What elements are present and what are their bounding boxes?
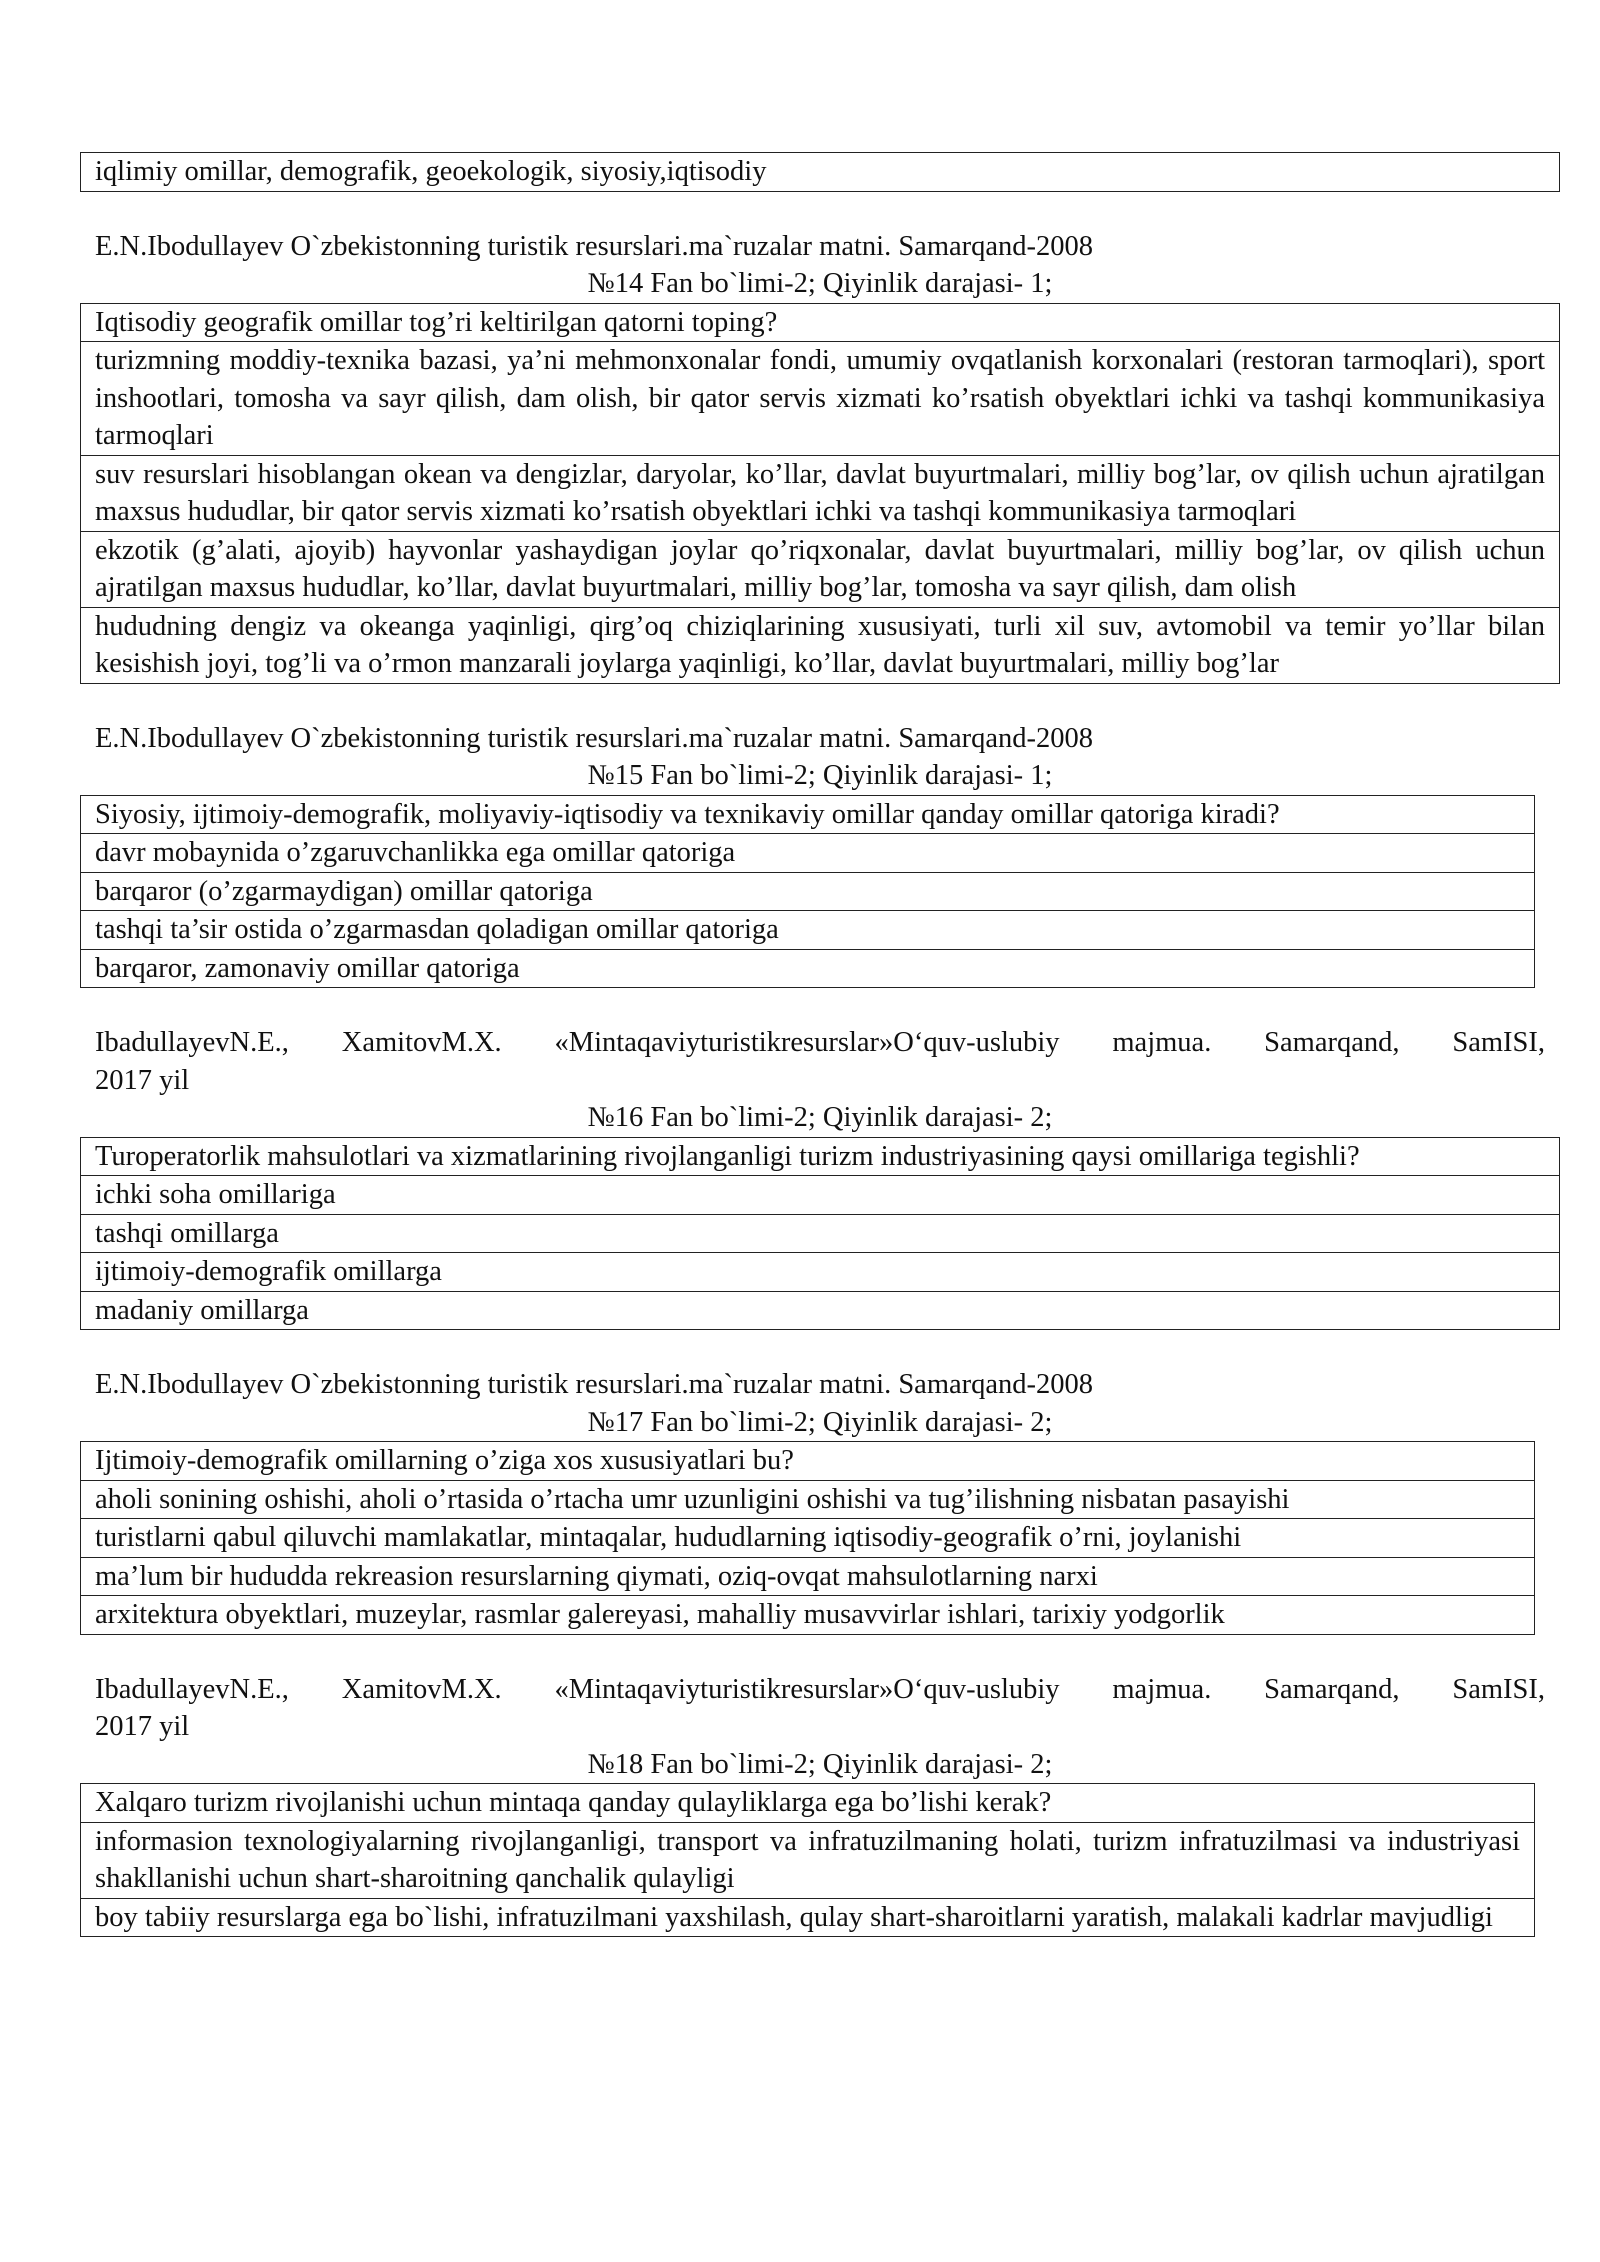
answer-option: ijtimoiy-demografik omillarga [81,1253,1560,1292]
answer-option: ichki soha omillariga [81,1176,1560,1215]
answer-option: informasion texnologiyalarning rivojlanganligi, transport va infratuzilmaning holati, turizm infratuzilmasi va industriyasi shakllanishi uchun shart-sharoitning qanchalik qulayligi [81,1822,1535,1898]
answer-option: arxitektura obyektlari, muzeylar, rasmlar galereyasi, mahalliy musavvirlar ishlari, tarixiy yodgorlik [81,1596,1535,1635]
answer-option: turizmning moddiy-texnika bazasi, ya’ni mehmonxonalar fondi, umumiy ovqatlanish korxonalari (restoran tarmoqlari), sport inshootlari, tomosha va sayr qilish, dam olish, bir qator servis xizmati ko’rsatish obyektlari ichki va tashqi kommunikasiya tarmoqlari [81,342,1560,456]
answer-option: turistlarni qabul qiluvchi mamlakatlar, mintaqalar, hududlarning iqtisodiy-geografik o’rni, joylanishi [81,1519,1535,1558]
answer-option: boy tabiiy resurslarga ega bo`lishi, infratuzilmani yaxshilash, qulay shart-sharoitlarni yaratish, malakali kadrlar mavjudligi [81,1898,1535,1937]
answer-option: barqaror, zamonaviy omillar qatoriga [81,949,1535,988]
answer-option: davr mobaynida o’zgaruvchanlikka ega omillar qatoriga [81,834,1535,873]
answer-option: hududning dengiz va okeanga yaqinligi, qirg’oq chiziqlarining xususiyati, turli xil suv, avtomobil va temir yo’llar bilan kesishish joyi, tog’li va o’rmon manzarali joylarga yaqinligi, ko’llar, davlat buyurtmalari, milliy bog’lar [81,607,1560,683]
source-citation [80,1024,1560,1099]
question-header: №18 Fan bo`limi-2; Qiyinlik darajasi- 2; [587,1748,1053,1780]
source-citation: E.N.Ibodullayev O`zbekistonning turistik resurslari.ma`ruzalar matni. Samarqand-2008 [95,1369,1094,1400]
question-text: Siyosiy, ijtimoiy-demografik, moliyaviy-iqtisodiy va texnikaviy omillar qanday omillar qatoriga kiradi? [81,795,1535,834]
answer-option: iqlimiy omillar, demografik, geoekologik, siyosiy,iqtisodiy [81,153,1560,192]
source-line: IbadullayevN.E., XamitovM.X. «Mintaqaviyturistikresurslar»O‘quv-uslubiy majmua. Samarqand, SamISI, [95,1673,1545,1705]
question-table-16 [80,1137,1560,1331]
source-citation: E.N.Ibodullayev O`zbekistonning turistik resurslari.ma`ruzalar matni. Samarqand-2008 [95,722,1094,754]
answer-option: madaniy omillarga [81,1291,1560,1330]
question-table-18 [80,1783,1535,1937]
question-header: №16 Fan bo`limi-2; Qiyinlik darajasi- 2; [587,1102,1053,1133]
question-text: Turoperatorlik mahsulotlari va xizmatlarining rivojlanganligi turizm industriyasining qaysi omillariga tegishli? [81,1137,1560,1176]
source-line: 2017 yil [95,1711,190,1742]
question-text: Iqtisodiy geografik omillar tog’ri keltirilgan qatorni toping? [81,303,1560,342]
answer-option: ekzotik (g’alati, ajoyib) hayvonlar yashaydigan joylar qo’riqxonalar, davlat buyurtmalari, milliy bog’lar, ov qilish uchun ajratilgan maxsus hududlar, ko’llar, davlat buyurtmalari, milliy bog’lar, tomosha va sayr qilish, dam olish [81,531,1560,607]
answer-option: suv resurslari hisoblangan okean va dengizlar, daryolar, ko’llar, davlat buyurtmalari, milliy bog’lar, ov qilish uchun ajratilgan maxsus hududlar, bir qator servis xizmati ko’rsatish obyektlari ichki va tashqi kommunikasiya tarmoqlari [81,455,1560,531]
source-line: 2017 yil [95,1064,190,1096]
answer-option: tashqi ta’sir ostida o’zgarmasdan qoladigan omillar qatoriga [81,911,1535,950]
answer-option: tashqi omillarga [81,1214,1560,1253]
answer-table-prev [80,152,1560,192]
source-line: IbadullayevN.E., XamitovM.X. «Mintaqaviyturistikresurslar»O‘quv-uslubiy majmua. Samarqand, SamISI, [95,1027,1545,1058]
answer-option: ma’lum bir hududda rekreasion resurslarning qiymati, oziq-ovqat mahsulotlarning narxi [81,1557,1535,1596]
question-table-17 [80,1441,1535,1635]
answer-option: barqaror (o’zgarmaydigan) omillar qatoriga [81,872,1535,911]
document-page [80,152,1560,1937]
question-header: №17 Fan bo`limi-2; Qiyinlik darajasi- 2; [587,1406,1053,1438]
question-text: Xalqaro turizm rivojlanishi uchun mintaqa qanday qulayliklarga ega bo’lishi kerak? [81,1784,1535,1823]
question-table-14 [80,303,1560,684]
answer-option: aholi sonining oshishi, aholi o’rtasida o’rtacha umr uzunligini oshishi va tug’ilishning nisbatan pasayishi [81,1480,1535,1519]
question-text: Ijtimoiy-demografik omillarning o’ziga xos xususiyatlari bu? [81,1442,1535,1481]
question-table-15 [80,795,1535,989]
source-citation: E.N.Ibodullayev O`zbekistonning turistik resurslari.ma`ruzalar matni. Samarqand-2008 [95,230,1094,262]
question-header: №14 Fan bo`limi-2; Qiyinlik darajasi- 1; [587,268,1053,299]
source-citation [80,1671,1560,1746]
question-header: №15 Fan bo`limi-2; Qiyinlik darajasi- 1; [587,760,1053,791]
